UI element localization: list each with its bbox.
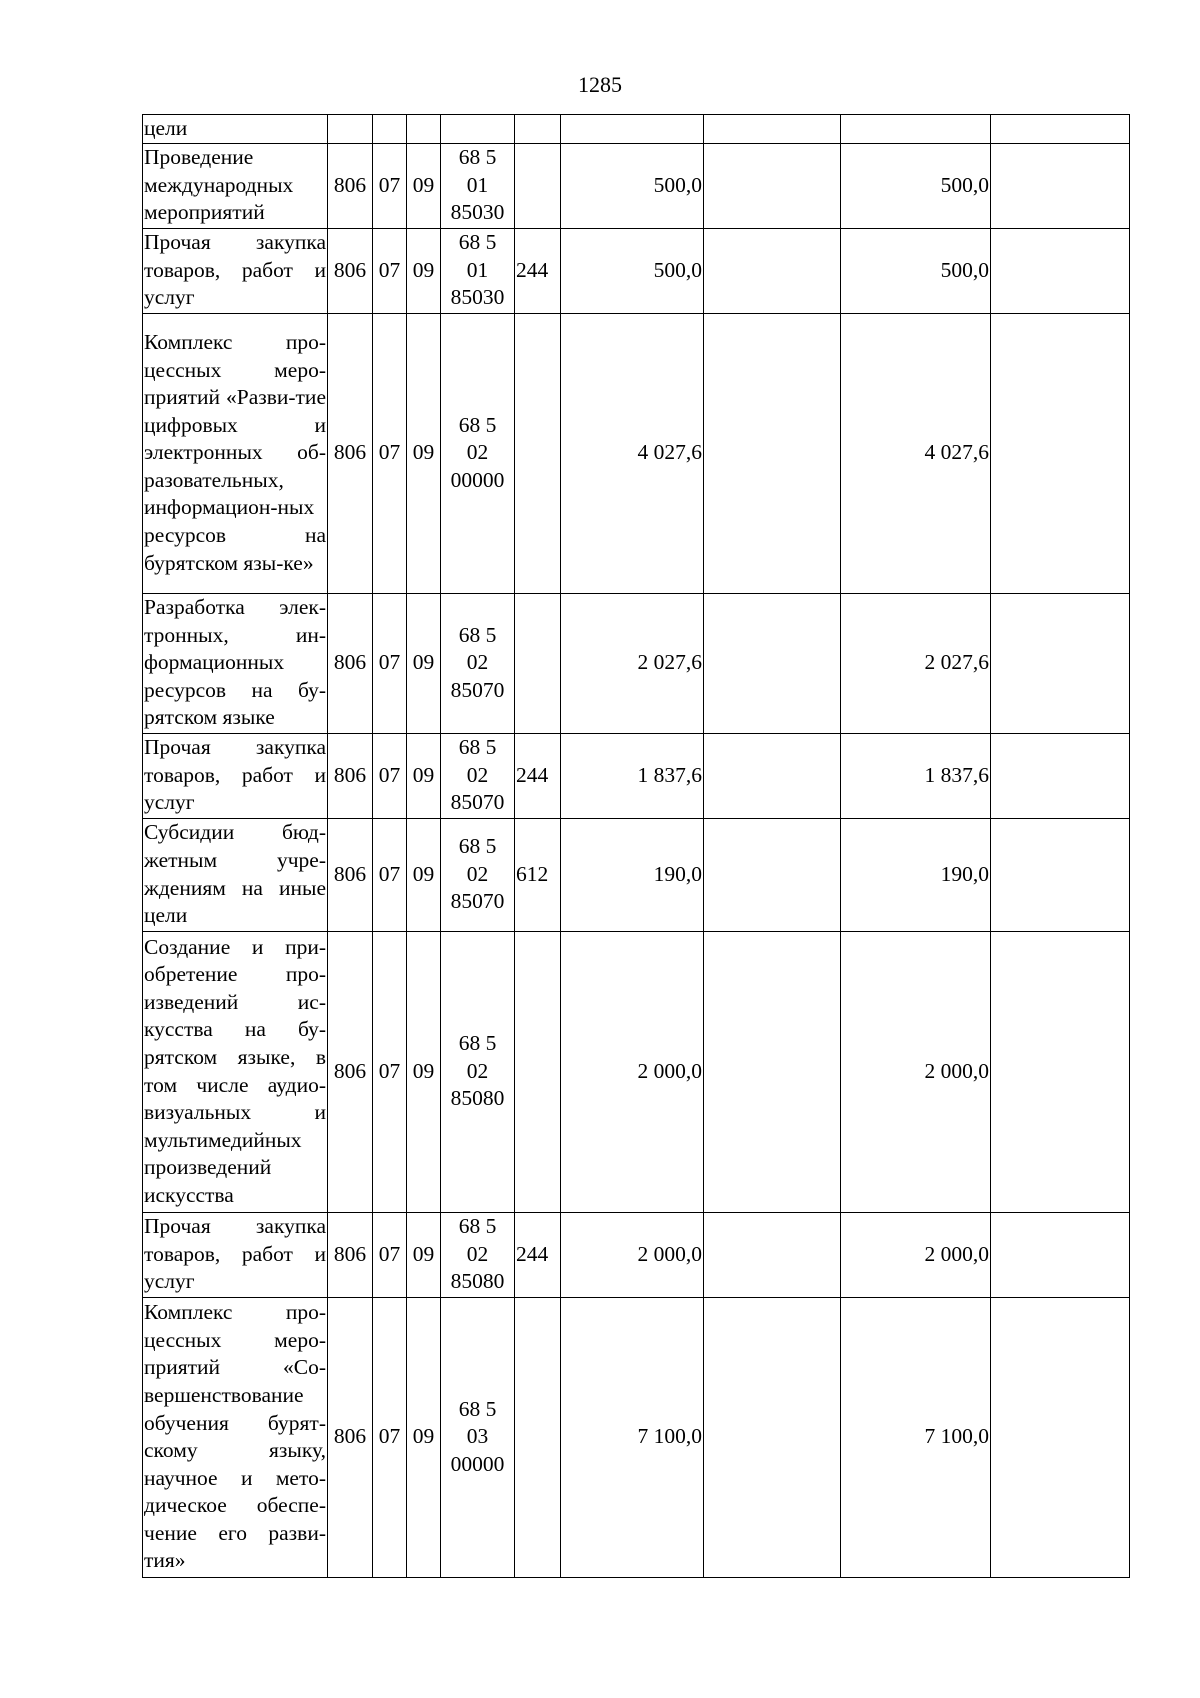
cell-ministry-code [328, 115, 373, 144]
cell-subsection-code: 09 [407, 143, 441, 228]
cell-name: Проведение международных мероприятий [143, 143, 328, 228]
table-row [143, 228, 1130, 313]
cell-target-article: 68 5 01 85030 [441, 143, 515, 228]
cell-expense-type [515, 143, 561, 228]
cell-amount-other [991, 1212, 1130, 1297]
cell-expense-type: 612 [515, 818, 561, 931]
table-row [143, 931, 1130, 1212]
cell-amount-other [991, 733, 1130, 818]
cell-target-article: 68 5 03 00000 [441, 1297, 515, 1577]
cell-amount-other [991, 115, 1130, 144]
cell-ministry-code: 806 [328, 931, 373, 1212]
page-number: 1285 [578, 72, 622, 97]
cell-subsection-code: 09 [407, 931, 441, 1212]
cell-target-article [441, 115, 515, 144]
cell-subsection-code: 09 [407, 593, 441, 733]
cell-ministry-code: 806 [328, 228, 373, 313]
cell-name: Прочая закупка товаров, работ и услуг [143, 1212, 328, 1297]
cell-amount-federal [704, 115, 841, 144]
cell-amount-total: 2 027,6 [561, 593, 704, 733]
cell-amount-regional: 2 000,0 [841, 1212, 991, 1297]
table-row [143, 1212, 1130, 1297]
cell-ministry-code: 806 [328, 733, 373, 818]
cell-expense-type: 244 [515, 228, 561, 313]
cell-amount-federal [704, 1212, 841, 1297]
cell-amount-total: 1 837,6 [561, 733, 704, 818]
cell-ministry-code: 806 [328, 818, 373, 931]
cell-amount-other [991, 313, 1130, 593]
cell-section-code [373, 115, 407, 144]
cell-expense-type [515, 593, 561, 733]
cell-target-article: 68 5 02 85070 [441, 733, 515, 818]
cell-amount-other [991, 143, 1130, 228]
cell-amount-other [991, 593, 1130, 733]
cell-target-article: 68 5 02 85070 [441, 593, 515, 733]
cell-amount-regional: 1 837,6 [841, 733, 991, 818]
cell-ministry-code: 806 [328, 1212, 373, 1297]
cell-ministry-code: 806 [328, 143, 373, 228]
table-row [143, 593, 1130, 733]
cell-amount-federal [704, 1297, 841, 1577]
cell-name: Разработка элек-тронных, ин-формационных ресурсов на бу-рятском языке [143, 593, 328, 733]
cell-amount-federal [704, 228, 841, 313]
cell-name: Субсидии бюд-жетным учре-ждениям на иные цели [143, 818, 328, 931]
cell-amount-federal [704, 313, 841, 593]
cell-section-code: 07 [373, 818, 407, 931]
cell-section-code: 07 [373, 143, 407, 228]
cell-name: Создание и при-обретение про-изведений ис-кусства на бу-рятском языке, в том числе аудио-визуальных и мультимедийных произведений искусства [143, 931, 328, 1212]
cell-subsection-code: 09 [407, 228, 441, 313]
cell-section-code: 07 [373, 593, 407, 733]
cell-amount-regional: 2 000,0 [841, 931, 991, 1212]
cell-section-code: 07 [373, 1212, 407, 1297]
cell-expense-type [515, 1297, 561, 1577]
cell-ministry-code: 806 [328, 313, 373, 593]
cell-expense-type [515, 115, 561, 144]
cell-section-code: 07 [373, 733, 407, 818]
cell-target-article: 68 5 02 85070 [441, 818, 515, 931]
cell-section-code: 07 [373, 1297, 407, 1577]
cell-amount-total: 500,0 [561, 228, 704, 313]
cell-subsection-code: 09 [407, 1297, 441, 1577]
cell-amount-federal [704, 143, 841, 228]
cell-target-article: 68 5 01 85030 [441, 228, 515, 313]
table-row [143, 115, 1130, 144]
cell-ministry-code: 806 [328, 593, 373, 733]
cell-amount-total: 2 000,0 [561, 1212, 704, 1297]
cell-subsection-code: 09 [407, 818, 441, 931]
cell-ministry-code: 806 [328, 1297, 373, 1577]
cell-amount-regional: 2 027,6 [841, 593, 991, 733]
budget-table [142, 114, 1130, 1578]
cell-expense-type: 244 [515, 1212, 561, 1297]
table-row [143, 818, 1130, 931]
table-row [143, 1297, 1130, 1577]
cell-amount-regional: 190,0 [841, 818, 991, 931]
cell-expense-type: 244 [515, 733, 561, 818]
cell-amount-other [991, 818, 1130, 931]
table-row [143, 733, 1130, 818]
table-row [143, 143, 1130, 228]
cell-amount-federal [704, 593, 841, 733]
cell-target-article: 68 5 02 85080 [441, 1212, 515, 1297]
cell-amount-regional: 500,0 [841, 228, 991, 313]
cell-amount-total [561, 115, 704, 144]
cell-expense-type [515, 931, 561, 1212]
cell-amount-federal [704, 931, 841, 1212]
cell-subsection-code: 09 [407, 733, 441, 818]
cell-amount-regional: 7 100,0 [841, 1297, 991, 1577]
cell-name: Комплекс про-цессных меро-приятий «Разви-тие цифровых и электронных об-разовательных, информацион-ных ресурсов на бурятском язы-ке» [143, 313, 328, 593]
cell-amount-other [991, 228, 1130, 313]
cell-amount-other [991, 1297, 1130, 1577]
cell-subsection-code: 09 [407, 313, 441, 593]
cell-amount-regional: 500,0 [841, 143, 991, 228]
cell-section-code: 07 [373, 228, 407, 313]
cell-section-code: 07 [373, 313, 407, 593]
cell-name: Прочая закупка товаров, работ и услуг [143, 228, 328, 313]
cell-amount-regional: 4 027,6 [841, 313, 991, 593]
cell-name: цели [143, 115, 328, 144]
cell-name: Комплекс про-цессных меро-приятий «Со-вершенствование обучения бурят-скому языку, научное и мето-дическое обеспе-чение его разви-тия» [143, 1297, 328, 1577]
cell-amount-total: 190,0 [561, 818, 704, 931]
cell-amount-federal [704, 818, 841, 931]
cell-name: Прочая закупка товаров, работ и услуг [143, 733, 328, 818]
cell-amount-total: 4 027,6 [561, 313, 704, 593]
cell-target-article: 68 5 02 00000 [441, 313, 515, 593]
table-row [143, 313, 1130, 593]
cell-amount-federal [704, 733, 841, 818]
cell-subsection-code: 09 [407, 1212, 441, 1297]
cell-amount-other [991, 931, 1130, 1212]
cell-amount-regional [841, 115, 991, 144]
cell-amount-total: 500,0 [561, 143, 704, 228]
cell-amount-total: 2 000,0 [561, 931, 704, 1212]
cell-target-article: 68 5 02 85080 [441, 931, 515, 1212]
cell-section-code: 07 [373, 931, 407, 1212]
cell-subsection-code [407, 115, 441, 144]
cell-expense-type [515, 313, 561, 593]
cell-amount-total: 7 100,0 [561, 1297, 704, 1577]
table-body [143, 115, 1130, 1578]
